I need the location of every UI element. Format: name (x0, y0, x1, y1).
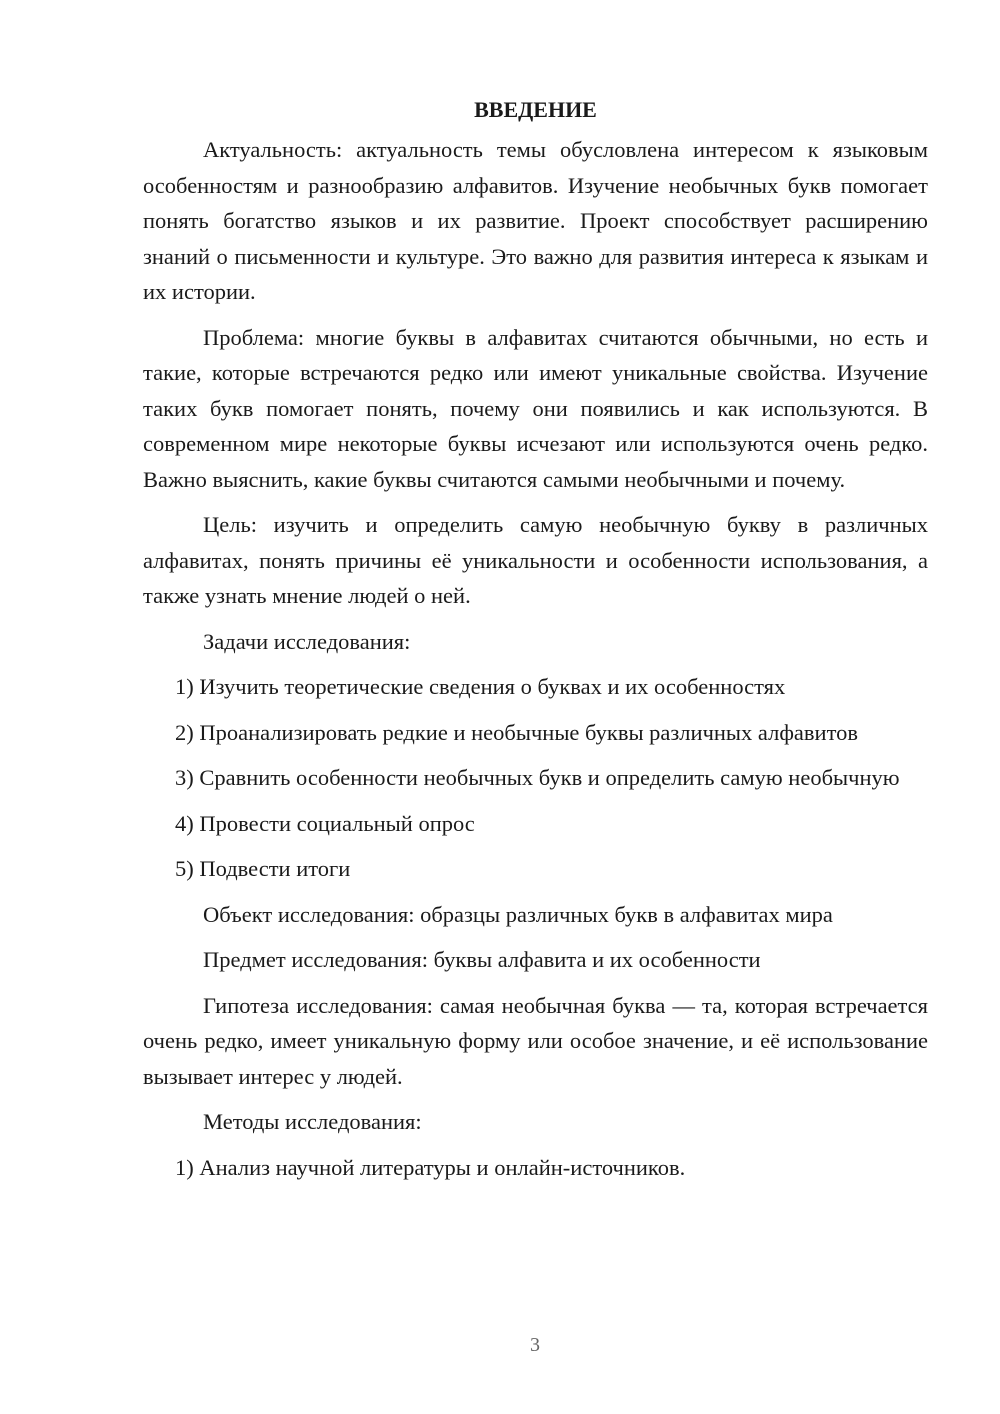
task-item: 2) Проанализировать редкие и необычные буквы различных алфавитов (175, 719, 858, 745)
task-item: 1) Изучить теоретические сведения о буквах и их особенностях (175, 674, 786, 699)
problem-paragraph: Проблема: многие буквы в алфавитах считаются обычными, но есть и такие, которые встречаются редко или имеют уникальные свойства. Изучение таких букв помогает понять, почему они появились и как используются. В современном мире некоторые буквы исчезают или используются очень редко. Важно выяснить, какие буквы считаются самыми необычными и почему. (143, 324, 928, 492)
page-number: 3 (530, 1334, 540, 1356)
hypothesis-paragraph: Гипотеза исследования: самая необычная буква — та, которая встречается очень редко, имеет уникальную форму или особое значение, и её использование вызывает интерес у людей. (143, 992, 928, 1089)
object-paragraph: Объект исследования: образцы различных букв в алфавитах мира (203, 901, 833, 927)
task-item: 5) Подвести итоги (175, 856, 351, 881)
tasks-heading: Задачи исследования: (203, 628, 411, 654)
task-item: 4) Провести социальный опрос (175, 810, 475, 836)
document-page (143, 92, 928, 1195)
goal-paragraph: Цель: изучить и определить самую необычную букву в различных алфавитах, понять причины её уникальности и особенности использования, а также узнать мнение людей о ней. (143, 512, 928, 608)
page-title: ВВЕДЕНИЕ (474, 97, 597, 122)
task-item: 3) Сравнить особенности необычных букв и определить самую необычную (175, 765, 900, 790)
subject-paragraph: Предмет исследования: буквы алфавита и их особенности (203, 947, 761, 972)
relevance-paragraph: Актуальность: актуальность темы обусловлена интересом к языковым особенностям и разнообразию алфавитов. Изучение необычных букв помогает понять богатство языков и их развитие. Проект способствует расширению знаний о письменности и культуре. Это важно для развития интереса к языкам и их истории. (143, 137, 928, 304)
method-item: 1) Анализ научной литературы и онлайн-источников. (175, 1154, 686, 1180)
methods-heading: Методы исследования: (203, 1109, 422, 1134)
